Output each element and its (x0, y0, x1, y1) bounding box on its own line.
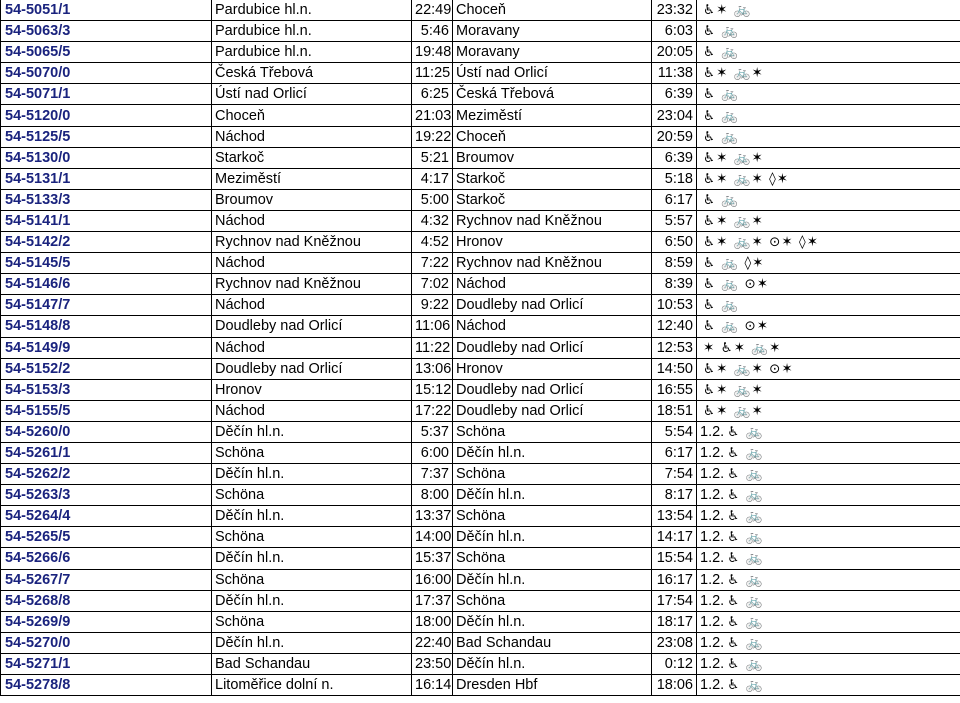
arrival-time-cell: 18:06 (652, 675, 697, 696)
train-number-cell: 54-5155/5 (1, 400, 212, 421)
origin-station-cell: Náchod (212, 253, 412, 274)
destination-station-cell: Česká Třebová (453, 84, 652, 105)
arrival-time-cell: 6:39 (652, 147, 697, 168)
service-symbols: ♿✶ 🚲✶ (703, 402, 764, 419)
origin-station-cell: Doudleby nad Orlicí (212, 316, 412, 337)
validity-note: 1.2. (700, 529, 725, 546)
table-row (1, 274, 960, 295)
timetable-body (1, 0, 960, 696)
validity-note: 1.2. (700, 508, 725, 525)
table-row (1, 316, 960, 337)
origin-station-cell: Děčín hl.n. (212, 548, 412, 569)
destination-station-cell: Rychnov nad Kněžnou (453, 253, 652, 274)
arrival-time-cell: 8:39 (652, 274, 697, 295)
service-symbols-cell (697, 21, 960, 42)
train-number-cell: 54-5263/3 (1, 485, 212, 506)
service-symbols-cell (697, 527, 960, 548)
arrival-time-cell: 20:05 (652, 42, 697, 63)
service-symbols: ♿ 🚲 (727, 423, 764, 440)
origin-station-cell: Doudleby nad Orlicí (212, 358, 412, 379)
departure-time-cell: 5:21 (412, 147, 453, 168)
table-row (1, 84, 960, 105)
arrival-time-cell: 23:04 (652, 105, 697, 126)
validity-note: 1.2. (700, 550, 725, 567)
destination-station-cell: Děčín hl.n. (453, 611, 652, 632)
service-symbols-cell (697, 210, 960, 231)
train-number-cell: 54-5267/7 (1, 569, 212, 590)
train-number-cell: 54-5271/1 (1, 653, 212, 674)
train-number-cell: 54-5266/6 (1, 548, 212, 569)
table-row (1, 569, 960, 590)
departure-time-cell: 5:37 (412, 421, 453, 442)
table-row (1, 590, 960, 611)
train-number-cell: 54-5063/3 (1, 21, 212, 42)
table-row (1, 653, 960, 674)
train-number-cell: 54-5131/1 (1, 168, 212, 189)
service-symbols-cell (697, 653, 960, 674)
origin-station-cell: Pardubice hl.n. (212, 0, 412, 21)
departure-time-cell: 4:32 (412, 210, 453, 231)
table-row (1, 168, 960, 189)
service-symbols-cell (697, 464, 960, 485)
destination-station-cell: Choceň (453, 0, 652, 21)
service-symbols: ♿✶ 🚲✶ (703, 149, 764, 166)
arrival-time-cell: 23:08 (652, 632, 697, 653)
table-row (1, 632, 960, 653)
departure-time-cell: 22:40 (412, 632, 453, 653)
origin-station-cell: Rychnov nad Kněžnou (212, 232, 412, 253)
service-symbols: ♿ 🚲 (727, 529, 764, 546)
train-number-cell: 54-5133/3 (1, 189, 212, 210)
departure-time-cell: 19:22 (412, 126, 453, 147)
service-symbols-cell (697, 379, 960, 400)
table-row (1, 379, 960, 400)
service-symbols-cell (697, 400, 960, 421)
service-symbols: ♿ 🚲 (727, 508, 764, 525)
destination-station-cell: Náchod (453, 274, 652, 295)
service-symbols: ♿ 🚲 (727, 445, 764, 462)
destination-station-cell: Hronov (453, 358, 652, 379)
origin-station-cell: Schöna (212, 569, 412, 590)
arrival-time-cell: 14:50 (652, 358, 697, 379)
table-row (1, 400, 960, 421)
service-symbols: ♿ 🚲 (703, 191, 740, 208)
service-symbols: ♿ 🚲 (703, 23, 740, 40)
validity-note: 1.2. (700, 571, 725, 588)
destination-station-cell: Schöna (453, 464, 652, 485)
departure-time-cell: 7:37 (412, 464, 453, 485)
train-number-cell: 54-5149/9 (1, 337, 212, 358)
arrival-time-cell: 20:59 (652, 126, 697, 147)
origin-station-cell: Děčín hl.n. (212, 632, 412, 653)
destination-station-cell: Starkoč (453, 189, 652, 210)
destination-station-cell: Schöna (453, 421, 652, 442)
origin-station-cell: Náchod (212, 126, 412, 147)
destination-station-cell: Ústí nad Orlicí (453, 63, 652, 84)
origin-station-cell: Meziměstí (212, 168, 412, 189)
train-number-cell: 54-5120/0 (1, 105, 212, 126)
table-row (1, 485, 960, 506)
service-symbols-cell (697, 485, 960, 506)
service-symbols-cell (697, 147, 960, 168)
train-number-cell: 54-5261/1 (1, 442, 212, 463)
service-symbols-cell (697, 316, 960, 337)
service-symbols-cell (697, 569, 960, 590)
origin-station-cell: Náchod (212, 295, 412, 316)
table-row (1, 337, 960, 358)
destination-station-cell: Schöna (453, 506, 652, 527)
table-row (1, 548, 960, 569)
destination-station-cell: Bad Schandau (453, 632, 652, 653)
train-number-cell: 54-5152/2 (1, 358, 212, 379)
service-symbols-cell (697, 232, 960, 253)
train-number-cell: 54-5051/1 (1, 0, 212, 21)
service-symbols: ♿ 🚲 (727, 677, 764, 694)
destination-station-cell: Doudleby nad Orlicí (453, 295, 652, 316)
table-row (1, 506, 960, 527)
destination-station-cell: Meziměstí (453, 105, 652, 126)
service-symbols-cell (697, 274, 960, 295)
table-row (1, 442, 960, 463)
table-row (1, 464, 960, 485)
origin-station-cell: Náchod (212, 337, 412, 358)
table-row (1, 105, 960, 126)
destination-station-cell: Rychnov nad Kněžnou (453, 210, 652, 231)
table-row (1, 675, 960, 696)
service-symbols: ♿✶ 🚲 (703, 2, 752, 19)
origin-station-cell: Schöna (212, 485, 412, 506)
table-row (1, 253, 960, 274)
service-symbols-cell (697, 189, 960, 210)
table-row (1, 527, 960, 548)
arrival-time-cell: 6:39 (652, 84, 697, 105)
service-symbols: ♿ 🚲 (727, 613, 764, 630)
table-row (1, 126, 960, 147)
service-symbols: ♿✶ 🚲✶ ⊙✶ (703, 360, 794, 377)
service-symbols-cell (697, 548, 960, 569)
arrival-time-cell: 13:54 (652, 506, 697, 527)
service-symbols-cell (697, 358, 960, 379)
origin-station-cell: Schöna (212, 442, 412, 463)
destination-station-cell: Moravany (453, 21, 652, 42)
departure-time-cell: 15:37 (412, 548, 453, 569)
service-symbols: ♿✶ 🚲✶ ◊✶ (703, 170, 790, 187)
train-number-cell: 54-5130/0 (1, 147, 212, 168)
arrival-time-cell: 6:17 (652, 442, 697, 463)
service-symbols: ♿ 🚲 (703, 44, 740, 61)
service-symbols: ✶ ♿✶ 🚲✶ (703, 339, 782, 356)
service-symbols: ♿ 🚲 ◊✶ (703, 255, 765, 272)
departure-time-cell: 13:37 (412, 506, 453, 527)
train-number-cell: 54-5264/4 (1, 506, 212, 527)
departure-time-cell: 17:22 (412, 400, 453, 421)
departure-time-cell: 16:14 (412, 675, 453, 696)
service-symbols-cell (697, 506, 960, 527)
origin-station-cell: Schöna (212, 611, 412, 632)
service-symbols-cell (697, 63, 960, 84)
origin-station-cell: Litoměřice dolní n. (212, 675, 412, 696)
train-number-cell: 54-5148/8 (1, 316, 212, 337)
departure-time-cell: 7:02 (412, 274, 453, 295)
train-number-cell: 54-5146/6 (1, 274, 212, 295)
train-number-cell: 54-5142/2 (1, 232, 212, 253)
service-symbols-cell (697, 168, 960, 189)
destination-station-cell: Doudleby nad Orlicí (453, 337, 652, 358)
table-row (1, 63, 960, 84)
train-number-cell: 54-5145/5 (1, 253, 212, 274)
service-symbols-cell (697, 442, 960, 463)
train-number-cell: 54-5278/8 (1, 675, 212, 696)
service-symbols-cell (697, 295, 960, 316)
service-symbols: ♿ 🚲 (727, 487, 764, 504)
arrival-time-cell: 8:17 (652, 485, 697, 506)
departure-time-cell: 11:25 (412, 63, 453, 84)
service-symbols-cell (697, 84, 960, 105)
arrival-time-cell: 6:03 (652, 21, 697, 42)
service-symbols: ♿ 🚲 (703, 128, 740, 145)
validity-note: 1.2. (700, 677, 725, 694)
table-row (1, 0, 960, 21)
validity-note: 1.2. (700, 592, 725, 609)
service-symbols-cell (697, 0, 960, 21)
train-number-cell: 54-5153/3 (1, 379, 212, 400)
destination-station-cell: Dresden Hbf (453, 675, 652, 696)
destination-station-cell: Broumov (453, 147, 652, 168)
arrival-time-cell: 16:55 (652, 379, 697, 400)
service-symbols: ♿✶ 🚲✶ (703, 212, 764, 229)
origin-station-cell: Děčín hl.n. (212, 506, 412, 527)
departure-time-cell: 9:22 (412, 295, 453, 316)
departure-time-cell: 15:12 (412, 379, 453, 400)
service-symbols-cell (697, 675, 960, 696)
origin-station-cell: Schöna (212, 527, 412, 548)
validity-note: 1.2. (700, 634, 725, 651)
service-symbols-cell (697, 632, 960, 653)
arrival-time-cell: 18:17 (652, 611, 697, 632)
service-symbols-cell (697, 421, 960, 442)
departure-time-cell: 22:49 (412, 0, 453, 21)
arrival-time-cell: 7:54 (652, 464, 697, 485)
table-row (1, 42, 960, 63)
validity-note: 1.2. (700, 466, 725, 483)
service-symbols-cell (697, 611, 960, 632)
arrival-time-cell: 11:38 (652, 63, 697, 84)
departure-time-cell: 18:00 (412, 611, 453, 632)
service-symbols: ♿✶ 🚲✶ ⊙✶ ◊✶ (703, 234, 820, 251)
service-symbols: ♿ 🚲 (727, 655, 764, 672)
arrival-time-cell: 5:18 (652, 168, 697, 189)
arrival-time-cell: 10:53 (652, 295, 697, 316)
departure-time-cell: 13:06 (412, 358, 453, 379)
departure-time-cell: 11:06 (412, 316, 453, 337)
table-row (1, 147, 960, 168)
origin-station-cell: Pardubice hl.n. (212, 21, 412, 42)
origin-station-cell: Děčín hl.n. (212, 421, 412, 442)
origin-station-cell: Broumov (212, 189, 412, 210)
service-symbols: ♿ 🚲 (703, 107, 740, 124)
train-number-cell: 54-5262/2 (1, 464, 212, 485)
service-symbols-cell (697, 126, 960, 147)
arrival-time-cell: 12:40 (652, 316, 697, 337)
train-number-cell: 54-5269/9 (1, 611, 212, 632)
train-number-cell: 54-5147/7 (1, 295, 212, 316)
train-number-cell: 54-5125/5 (1, 126, 212, 147)
origin-station-cell: Česká Třebová (212, 63, 412, 84)
destination-station-cell: Choceň (453, 126, 652, 147)
table-row (1, 421, 960, 442)
departure-time-cell: 7:22 (412, 253, 453, 274)
validity-note: 1.2. (700, 655, 725, 672)
arrival-time-cell: 17:54 (652, 590, 697, 611)
arrival-time-cell: 14:17 (652, 527, 697, 548)
service-symbols-cell (697, 590, 960, 611)
train-number-cell: 54-5260/0 (1, 421, 212, 442)
service-symbols: ♿ 🚲 (703, 86, 740, 103)
origin-station-cell: Hronov (212, 379, 412, 400)
origin-station-cell: Děčín hl.n. (212, 590, 412, 611)
destination-station-cell: Děčín hl.n. (453, 442, 652, 463)
departure-time-cell: 21:03 (412, 105, 453, 126)
origin-station-cell: Bad Schandau (212, 653, 412, 674)
departure-time-cell: 4:52 (412, 232, 453, 253)
train-number-cell: 54-5270/0 (1, 632, 212, 653)
departure-time-cell: 14:00 (412, 527, 453, 548)
departure-time-cell: 6:00 (412, 442, 453, 463)
arrival-time-cell: 18:51 (652, 400, 697, 421)
departure-time-cell: 11:22 (412, 337, 453, 358)
train-number-cell: 54-5070/0 (1, 63, 212, 84)
service-symbols: ♿ 🚲 (727, 571, 764, 588)
service-symbols-cell (697, 105, 960, 126)
arrival-time-cell: 8:59 (652, 253, 697, 274)
service-symbols: ♿✶ 🚲✶ (703, 65, 764, 82)
table-row (1, 189, 960, 210)
service-symbols-cell (697, 42, 960, 63)
destination-station-cell: Doudleby nad Orlicí (453, 400, 652, 421)
service-symbols: ♿ 🚲 (727, 592, 764, 609)
destination-station-cell: Děčín hl.n. (453, 485, 652, 506)
train-number-cell: 54-5265/5 (1, 527, 212, 548)
table-row (1, 611, 960, 632)
destination-station-cell: Schöna (453, 548, 652, 569)
table-row (1, 295, 960, 316)
arrival-time-cell: 5:57 (652, 210, 697, 231)
origin-station-cell: Rychnov nad Kněžnou (212, 274, 412, 295)
origin-station-cell: Náchod (212, 210, 412, 231)
departure-time-cell: 6:25 (412, 84, 453, 105)
departure-time-cell: 4:17 (412, 168, 453, 189)
table-row (1, 232, 960, 253)
departure-time-cell: 5:00 (412, 189, 453, 210)
service-symbols-cell (697, 337, 960, 358)
departure-time-cell: 16:00 (412, 569, 453, 590)
arrival-time-cell: 5:54 (652, 421, 697, 442)
origin-station-cell: Děčín hl.n. (212, 464, 412, 485)
destination-station-cell: Děčín hl.n. (453, 569, 652, 590)
departure-time-cell: 19:48 (412, 42, 453, 63)
train-number-cell: 54-5141/1 (1, 210, 212, 231)
train-number-cell: 54-5071/1 (1, 84, 212, 105)
train-number-cell: 54-5065/5 (1, 42, 212, 63)
arrival-time-cell: 23:32 (652, 0, 697, 21)
destination-station-cell: Doudleby nad Orlicí (453, 379, 652, 400)
train-number-cell: 54-5268/8 (1, 590, 212, 611)
destination-station-cell: Děčín hl.n. (453, 527, 652, 548)
arrival-time-cell: 6:17 (652, 189, 697, 210)
service-symbols: ♿ 🚲 ⊙✶ (703, 276, 770, 293)
validity-note: 1.2. (700, 613, 725, 630)
arrival-time-cell: 16:17 (652, 569, 697, 590)
destination-station-cell: Náchod (453, 316, 652, 337)
service-symbols: ♿ 🚲 ⊙✶ (703, 318, 770, 335)
origin-station-cell: Choceň (212, 105, 412, 126)
destination-station-cell: Starkoč (453, 168, 652, 189)
departure-time-cell: 23:50 (412, 653, 453, 674)
arrival-time-cell: 6:50 (652, 232, 697, 253)
service-symbols-cell (697, 253, 960, 274)
service-symbols: ♿ 🚲 (703, 297, 740, 314)
destination-station-cell: Schöna (453, 590, 652, 611)
service-symbols: ♿ 🚲 (727, 550, 764, 567)
origin-station-cell: Starkoč (212, 147, 412, 168)
service-symbols: ♿ 🚲 (727, 466, 764, 483)
destination-station-cell: Děčín hl.n. (453, 653, 652, 674)
table-row (1, 21, 960, 42)
destination-station-cell: Moravany (453, 42, 652, 63)
departure-time-cell: 5:46 (412, 21, 453, 42)
service-symbols: ♿✶ 🚲✶ (703, 381, 764, 398)
table-row (1, 210, 960, 231)
origin-station-cell: Pardubice hl.n. (212, 42, 412, 63)
arrival-time-cell: 0:12 (652, 653, 697, 674)
arrival-time-cell: 15:54 (652, 548, 697, 569)
validity-note: 1.2. (700, 445, 725, 462)
table-row (1, 358, 960, 379)
arrival-time-cell: 12:53 (652, 337, 697, 358)
departure-time-cell: 17:37 (412, 590, 453, 611)
validity-note: 1.2. (700, 423, 725, 440)
origin-station-cell: Ústí nad Orlicí (212, 84, 412, 105)
service-symbols: ♿ 🚲 (727, 634, 764, 651)
origin-station-cell: Náchod (212, 400, 412, 421)
destination-station-cell: Hronov (453, 232, 652, 253)
departure-time-cell: 8:00 (412, 485, 453, 506)
validity-note: 1.2. (700, 487, 725, 504)
